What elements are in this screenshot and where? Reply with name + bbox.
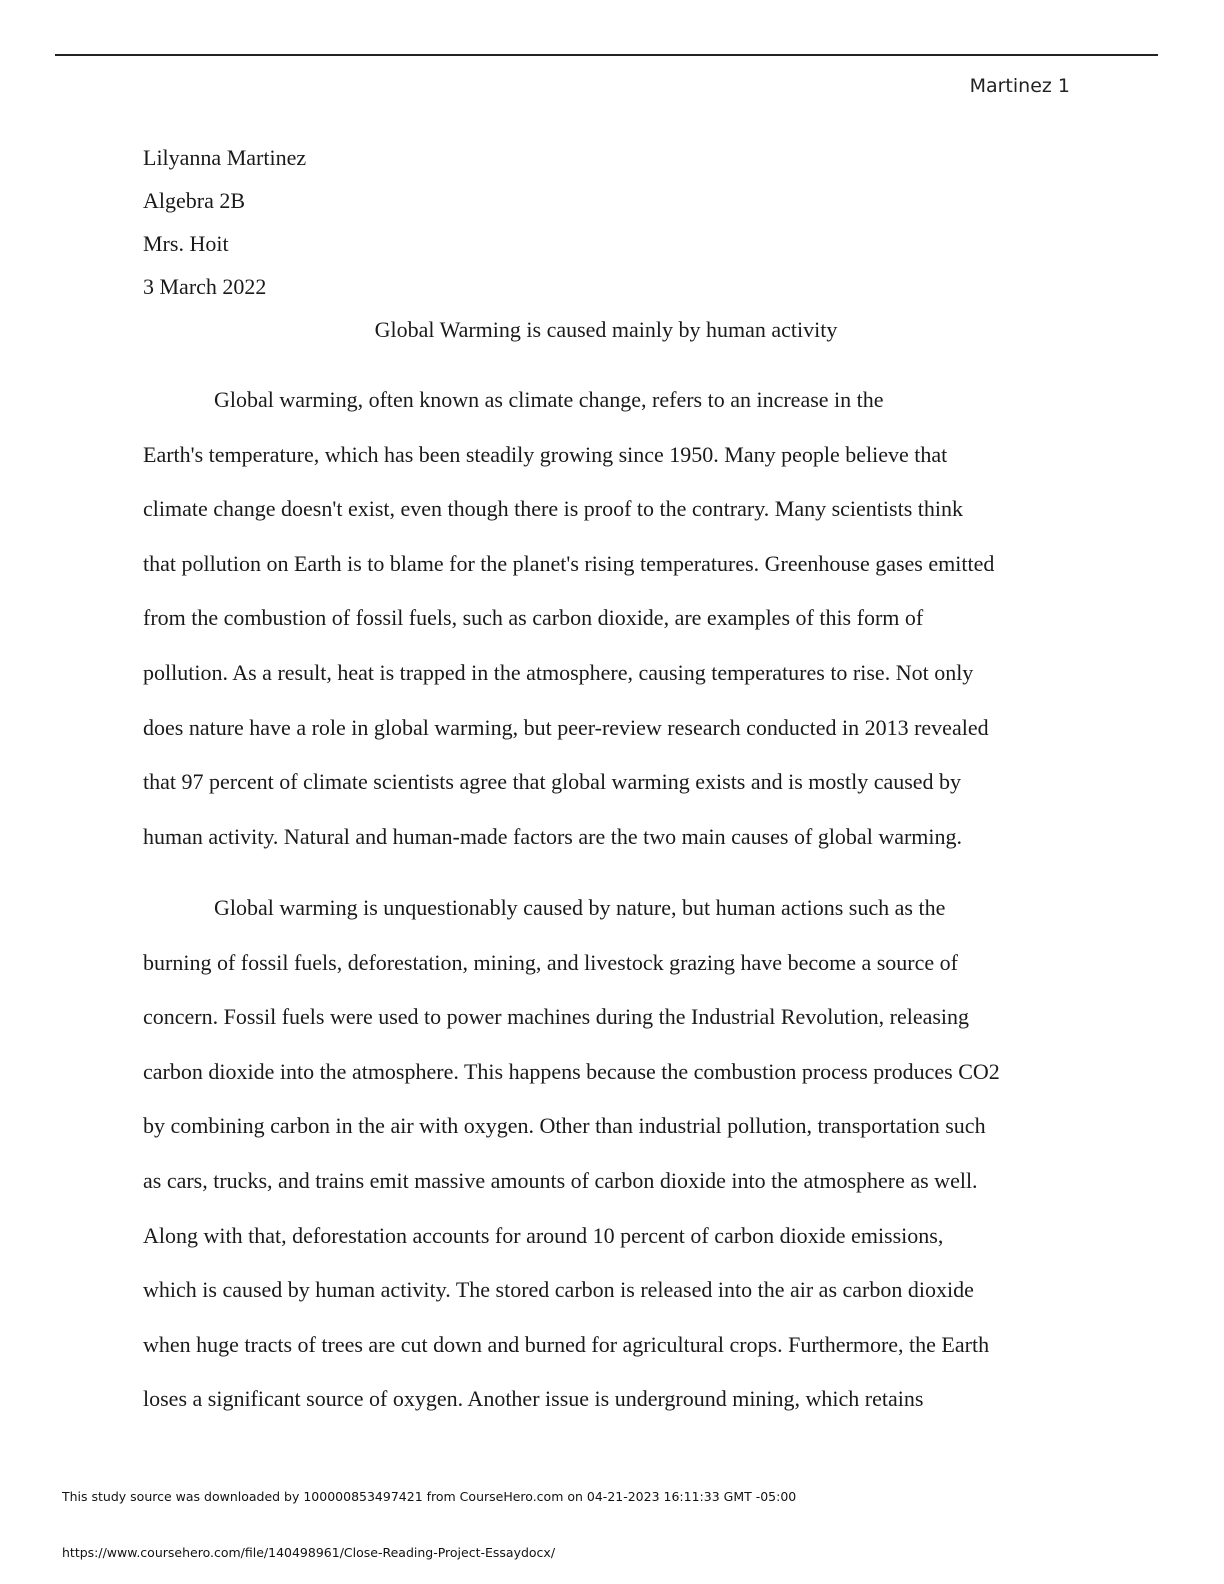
paragraph-line: when huge tracts of trees are cut down and burned for agricultural crops. Furthermore, the Earth [143, 1331, 990, 1357]
instructor-name: Mrs. Hoit [143, 231, 229, 256]
paragraph-line: as cars, trucks, and trains emit massive amounts of carbon dioxide into the atmosphere as well. [143, 1167, 978, 1193]
paragraph-line: Earth's temperature, which has been steadily growing since 1950. Many people believe that [143, 441, 948, 467]
paragraph-line: human activity. Natural and human-made factors are the two main causes of global warming. [143, 823, 963, 849]
student-name: Lilyanna Martinez [143, 145, 307, 170]
paragraph-line: Global warming, often known as climate change, refers to an increase in the [214, 387, 884, 412]
download-notice: This study source was downloaded by 100000853497421 from CourseHero.com on 04-21-2023 16:11:33 GMT -05:00 [62, 1489, 797, 1504]
source-url-link[interactable]: https://www.coursehero.com/file/140498961/Close-Reading-Project-Essaydocx/ [62, 1545, 556, 1560]
paragraph-line: that 97 percent of climate scientists agree that global warming exists and is mostly caused by [143, 769, 962, 795]
paragraph-2 [143, 896, 1000, 1442]
paragraph-line: Global warming is unquestionably caused by nature, but human actions such as the [214, 895, 946, 920]
essay-title: Global Warming is caused mainly by human activity [374, 317, 838, 342]
paragraph-line: pollution. As a result, heat is trapped in the atmosphere, causing temperatures to rise. Not only [143, 659, 974, 685]
paragraph-1 [143, 388, 994, 879]
course-name: Algebra 2B [143, 188, 246, 213]
paragraph-line: Along with that, deforestation accounts for around 10 percent of carbon dioxide emissions, [143, 1222, 944, 1248]
running-head: Martinez 1 [969, 75, 1070, 97]
paragraph-line: carbon dioxide into the atmosphere. This happens because the combustion process produces CO2 [143, 1058, 1000, 1084]
paragraph-line: which is caused by human activity. The stored carbon is released into the air as carbon dioxide [143, 1277, 974, 1303]
paragraph-line: loses a significant source of oxygen. Another issue is underground mining, which retains [143, 1386, 924, 1412]
essay-date: 3 March 2022 [143, 274, 267, 299]
paragraph-line: that pollution on Earth is to blame for the planet's rising temperatures. Greenhouse gases emitted [143, 550, 995, 576]
paragraph-line: does nature have a role in global warming, but peer-review research conducted in 2013 revealed [143, 714, 989, 740]
paragraph-line: by combining carbon in the air with oxygen. Other than industrial pollution, transportation such [143, 1113, 986, 1139]
mla-heading [143, 146, 306, 318]
paragraph-line: climate change doesn't exist, even though there is proof to the contrary. Many scientists think [143, 496, 963, 522]
paragraph-line: burning of fossil fuels, deforestation, mining, and livestock grazing have become a source of [143, 949, 958, 975]
top-divider-line [55, 54, 1158, 56]
paragraph-line: from the combustion of fossil fuels, such as carbon dioxide, are examples of this form of [143, 605, 924, 631]
paragraph-line: concern. Fossil fuels were used to power machines during the Industrial Revolution, releasing [143, 1004, 970, 1030]
